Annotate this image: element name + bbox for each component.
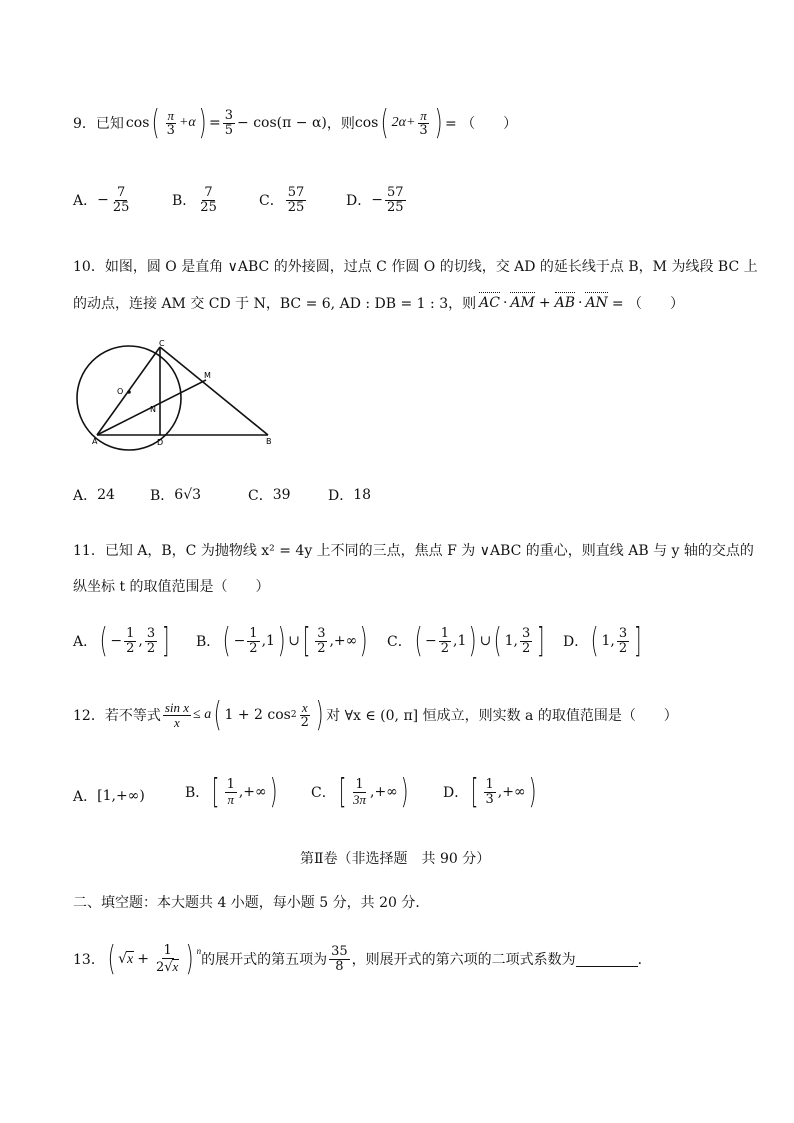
- label-a: A: [92, 437, 98, 446]
- q10-line1: 10．如图，圆 O 是直角 ∨ABC 的外接圆，过点 C 作圆 O 的切线，交 AD 的延长线于点 B，M 为线段 BC 上: [73, 259, 758, 275]
- q9-option-c[interactable]: C． $\frac{57}{25}$: [259, 185, 305, 215]
- q12-option-b[interactable]: B． [ $\frac{1}{\pi}$ ,+∞ ): [185, 772, 278, 812]
- q11-line2: 纵坐标 t 的取值范围是（ ）: [73, 579, 270, 595]
- q9-stem: 9． 已知 cos ( $\frac{\pi}{3}$ +α ) = $\frac{3}{5}$ − cos(π − α) ，则 cos ( 2α+ $\frac{\pi}{3}$ ) = （ ）: [73, 103, 518, 143]
- q11-option-c[interactable]: C． ( − $\frac{1}{2}$ ,1 ) ∪ ( 1, $\frac{3}{2}$ ]: [387, 621, 545, 661]
- q9-option-a[interactable]: A． − $\frac{7}{25}$: [73, 185, 130, 215]
- center-o: [127, 390, 131, 394]
- q12-stem: 12．若不等式 $\frac{\text{sin x}}{x}$ ≤ a ( 1 + 2 cos 2 $\frac{x}{2}$ ) 对 ∀x ∈ (0, π] 恒成立，则实数 a 的取值范围是（ ）: [73, 695, 678, 735]
- q10-option-c[interactable]: C． 39: [248, 487, 291, 504]
- label-m: M: [204, 371, 211, 380]
- q9-option-d[interactable]: D． − $\frac{57}{25}$: [346, 185, 404, 215]
- q10-option-a[interactable]: A． 24: [73, 487, 115, 504]
- q11-option-b[interactable]: B． ( − $\frac{1}{2}$ ,1 ) ∪ [ $\frac{3}{2}$ ,+∞ ): [196, 621, 368, 661]
- q13-stem: 13． ( √ x + $\frac{1}{2√x}$ ) $^n$ 的展开式的第五项为 $\frac{35}{8}$ ，则展开式的第六项的二项式系数为 ．: [73, 939, 652, 979]
- q11-line1: 11．已知 A，B，C 为抛物线 x² = 4y 上不同的三点，焦点 F 为 ∨ABC 的重心，则直线 AB 与 y 轴的交点的: [73, 543, 754, 559]
- q10-line2: 的动点，连接 AM 交 CD 于 N，BC = 6, AD : DB = 1 : 3，则 AC · AM + AB · AN = （ ）: [73, 295, 684, 312]
- label-o: O: [117, 387, 124, 396]
- segment-cb: [160, 347, 268, 435]
- label-d: D: [157, 438, 164, 447]
- q10-option-d[interactable]: D． 18: [328, 487, 372, 504]
- q12-option-d[interactable]: D． [ $\frac{1}{3}$ ,+∞ ): [443, 772, 537, 812]
- q12-option-a[interactable]: A． [1,+∞): [73, 788, 145, 805]
- part2-heading: 二、填空题：本大题共 4 小题，每小题 5 分，共 20 分．: [73, 895, 430, 911]
- q13-answer-blank[interactable]: [576, 952, 638, 967]
- q11-option-a[interactable]: A． ( − $\frac{1}{2}$ , $\frac{3}{2}$ ]: [73, 621, 170, 661]
- label-c: C: [159, 339, 165, 348]
- q12-option-c[interactable]: C． [ $\frac{1}{3\pi}$ ,+∞ ): [311, 772, 409, 812]
- label-n: N: [150, 405, 156, 414]
- label-b: B: [266, 437, 272, 446]
- q9-option-b[interactable]: B． $\frac{7}{25}$: [172, 185, 217, 215]
- q11-option-d[interactable]: D． ( 1, $\frac{3}{2}$ ]: [563, 621, 642, 661]
- q10-figure: [70, 338, 280, 453]
- section-title: 第Ⅱ卷（非选择题 共 90 分）: [300, 851, 491, 867]
- q10-option-b[interactable]: B． 6√3: [150, 487, 202, 504]
- q9-number: 9．: [73, 116, 96, 132]
